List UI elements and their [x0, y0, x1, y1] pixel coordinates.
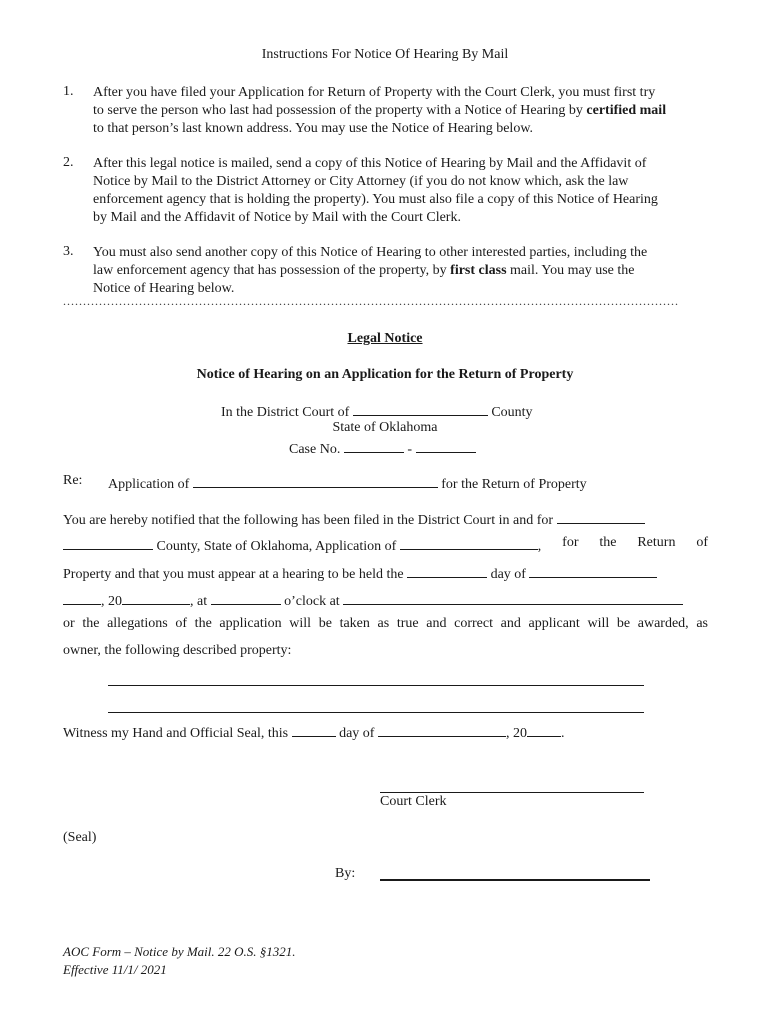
- item-number: 1.: [63, 84, 74, 99]
- form-citation: AOC Form – Notice by Mail. 22 O.S. §1321.: [63, 944, 296, 959]
- state-line: State of Oklahoma: [332, 420, 438, 435]
- hearing-time-field[interactable]: [211, 590, 281, 605]
- property-description-line-1[interactable]: [108, 685, 644, 686]
- item-text: After you have filed your Application for Return of Property with the Court Clerk, you must first try to serve the person who last had possession of the property with a Notice of Hearing by certified mail to that person’s last known address. You may use the Notice of Hearing below.: [93, 85, 667, 136]
- applicant-name-field[interactable]: [193, 473, 438, 488]
- item-number: 3.: [63, 244, 74, 259]
- notice-body-line-4: , 20 , at o’clock at: [63, 590, 683, 610]
- court-clerk-signature-line[interactable]: [380, 792, 644, 793]
- legal-notice-heading: Legal Notice: [347, 331, 423, 346]
- hearing-month-field[interactable]: [529, 563, 657, 578]
- item-number: 2.: [63, 155, 74, 170]
- effective-date: Effective 11/1/ 2021: [63, 962, 167, 977]
- application-of-field[interactable]: [400, 535, 538, 550]
- witness-day-field[interactable]: [292, 722, 336, 737]
- notice-body-line-2: County, State of Oklahoma, Application of , for the Return of: [63, 535, 708, 555]
- by-signature-line[interactable]: [380, 879, 650, 881]
- re-label: Re:: [63, 473, 83, 488]
- witness-year-field[interactable]: [527, 722, 561, 737]
- notice-body-line-3: Property and that you must appear at a hearing to be held the day of: [63, 563, 657, 583]
- case-number-line: Case No. -: [289, 438, 476, 458]
- re-line: Application of for the Return of Property: [108, 473, 587, 493]
- witness-line: Witness my Hand and Official Seal, this day of , 20 .: [63, 722, 564, 742]
- legal-notice-subheading: Notice of Hearing on an Application for the Return of Property: [196, 367, 574, 382]
- witness-month-field[interactable]: [378, 722, 506, 737]
- seal-label: (Seal): [63, 830, 97, 845]
- hearing-day-num-field[interactable]: [63, 590, 101, 605]
- by-label: By:: [335, 866, 356, 881]
- case-number-field-2[interactable]: [416, 438, 476, 453]
- item-text: After this legal notice is mailed, send a copy of this Notice of Hearing by Mail and the Affidavit of Notice by Mail to the District Attorney or City Attorney (if you do not know which, ask the law enforcement agency that is holding the property). You must also file a copy of this Notice of Hearing by Mail and the Affidavit of Notice by Mail with the Court Clerk.: [93, 156, 658, 225]
- case-number-field-1[interactable]: [344, 438, 404, 453]
- hearing-location-field[interactable]: [343, 590, 683, 605]
- county-field[interactable]: [353, 401, 488, 416]
- hearing-day-field[interactable]: [407, 563, 487, 578]
- county-name-field[interactable]: [63, 535, 153, 550]
- court-clerk-label: Court Clerk: [380, 794, 447, 809]
- court-line: In the District Court of County: [221, 401, 533, 421]
- dotted-separator: ..........................................................................................................................................................: [63, 294, 679, 308]
- property-description-line-2[interactable]: [108, 712, 644, 713]
- notice-body-line-5: or the allegations of the application will be taken as true and correct and applicant will be awarded, as: [63, 616, 708, 631]
- notice-body-line-6: owner, the following described property:: [63, 643, 292, 658]
- emphasis-first-class: first class: [450, 263, 507, 278]
- emphasis-certified-mail: certified mail: [586, 103, 667, 118]
- hearing-year-field[interactable]: [122, 590, 190, 605]
- instructions-title: Instructions For Notice Of Hearing By Mail: [261, 47, 509, 62]
- district-court-field[interactable]: [557, 509, 645, 524]
- notice-body-line-1: You are hereby notified that the following has been filed in the District Court in and for: [63, 509, 645, 529]
- item-text: You must also send another copy of this Notice of Hearing to other interested parties, including the law enforcement agency that has possession of the property, by first class mail. You may use the Notice of Hearing below.: [93, 245, 648, 296]
